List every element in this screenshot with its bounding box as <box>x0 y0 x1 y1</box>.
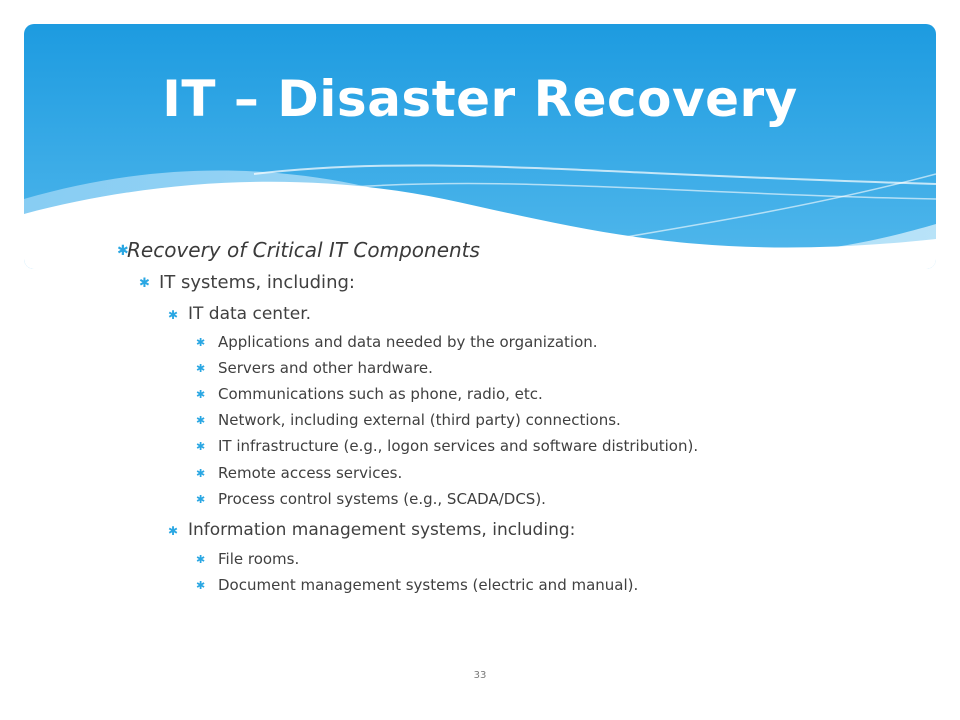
asterisk-bullet-icon: ✱ <box>117 243 129 259</box>
asterisk-bullet-icon: ✱ <box>139 276 150 291</box>
bullet-text: IT infrastructure (e.g., logon services and software distribution). <box>218 437 699 455</box>
bullet-text: Process control systems (e.g., SCADA/DCS). <box>218 490 546 508</box>
bullet-text: Information management systems, including: <box>188 520 576 540</box>
bullet-item-level-4 <box>196 437 699 455</box>
asterisk-bullet-icon: ✱ <box>196 414 206 427</box>
asterisk-bullet-icon: ✱ <box>196 336 206 349</box>
asterisk-bullet-icon: ✱ <box>196 579 206 592</box>
bullet-item-level-4 <box>196 411 621 429</box>
bullet-item-level-2 <box>139 272 355 293</box>
bullet-item-level-4 <box>196 359 433 377</box>
bullet-text: Applications and data needed by the organization. <box>218 333 598 351</box>
bullet-item-level-4 <box>196 333 598 351</box>
asterisk-bullet-icon: ✱ <box>196 440 206 453</box>
asterisk-bullet-icon: ✱ <box>196 388 206 401</box>
asterisk-bullet-icon: ✱ <box>168 524 179 538</box>
page-title: IT – Disaster Recovery <box>162 70 798 128</box>
asterisk-bullet-icon: ✱ <box>196 493 206 506</box>
bullet-text: IT data center. <box>188 304 312 324</box>
bullet-text: IT systems, including: <box>159 272 355 293</box>
bullet-item-level-4 <box>196 464 403 482</box>
asterisk-bullet-icon: ✱ <box>196 467 206 480</box>
bullet-item-level-4 <box>196 550 300 568</box>
bullet-text: Communications such as phone, radio, etc. <box>218 385 543 403</box>
bullet-item-level-4 <box>196 385 543 403</box>
bullet-text: Servers and other hardware. <box>218 359 433 377</box>
title-banner <box>24 24 936 269</box>
bullet-item-level-4 <box>196 490 546 508</box>
bullet-text: Network, including external (third party) connections. <box>218 411 621 429</box>
bullet-text: Recovery of Critical IT Components <box>127 238 480 262</box>
bullet-text: Document management systems (electric and manual). <box>218 576 639 594</box>
bullet-item-level-3 <box>168 304 312 324</box>
page-number: 33 <box>473 670 487 681</box>
bullet-item-level-4 <box>196 576 639 594</box>
asterisk-bullet-icon: ✱ <box>196 362 206 375</box>
bullet-text: File rooms. <box>218 550 300 568</box>
asterisk-bullet-icon: ✱ <box>196 553 206 566</box>
asterisk-bullet-icon: ✱ <box>168 308 179 322</box>
bullet-text: Remote access services. <box>218 464 403 482</box>
wave-background <box>24 24 936 269</box>
bullet-item-level-1 <box>117 238 480 262</box>
bullet-item-level-3 <box>168 520 576 540</box>
